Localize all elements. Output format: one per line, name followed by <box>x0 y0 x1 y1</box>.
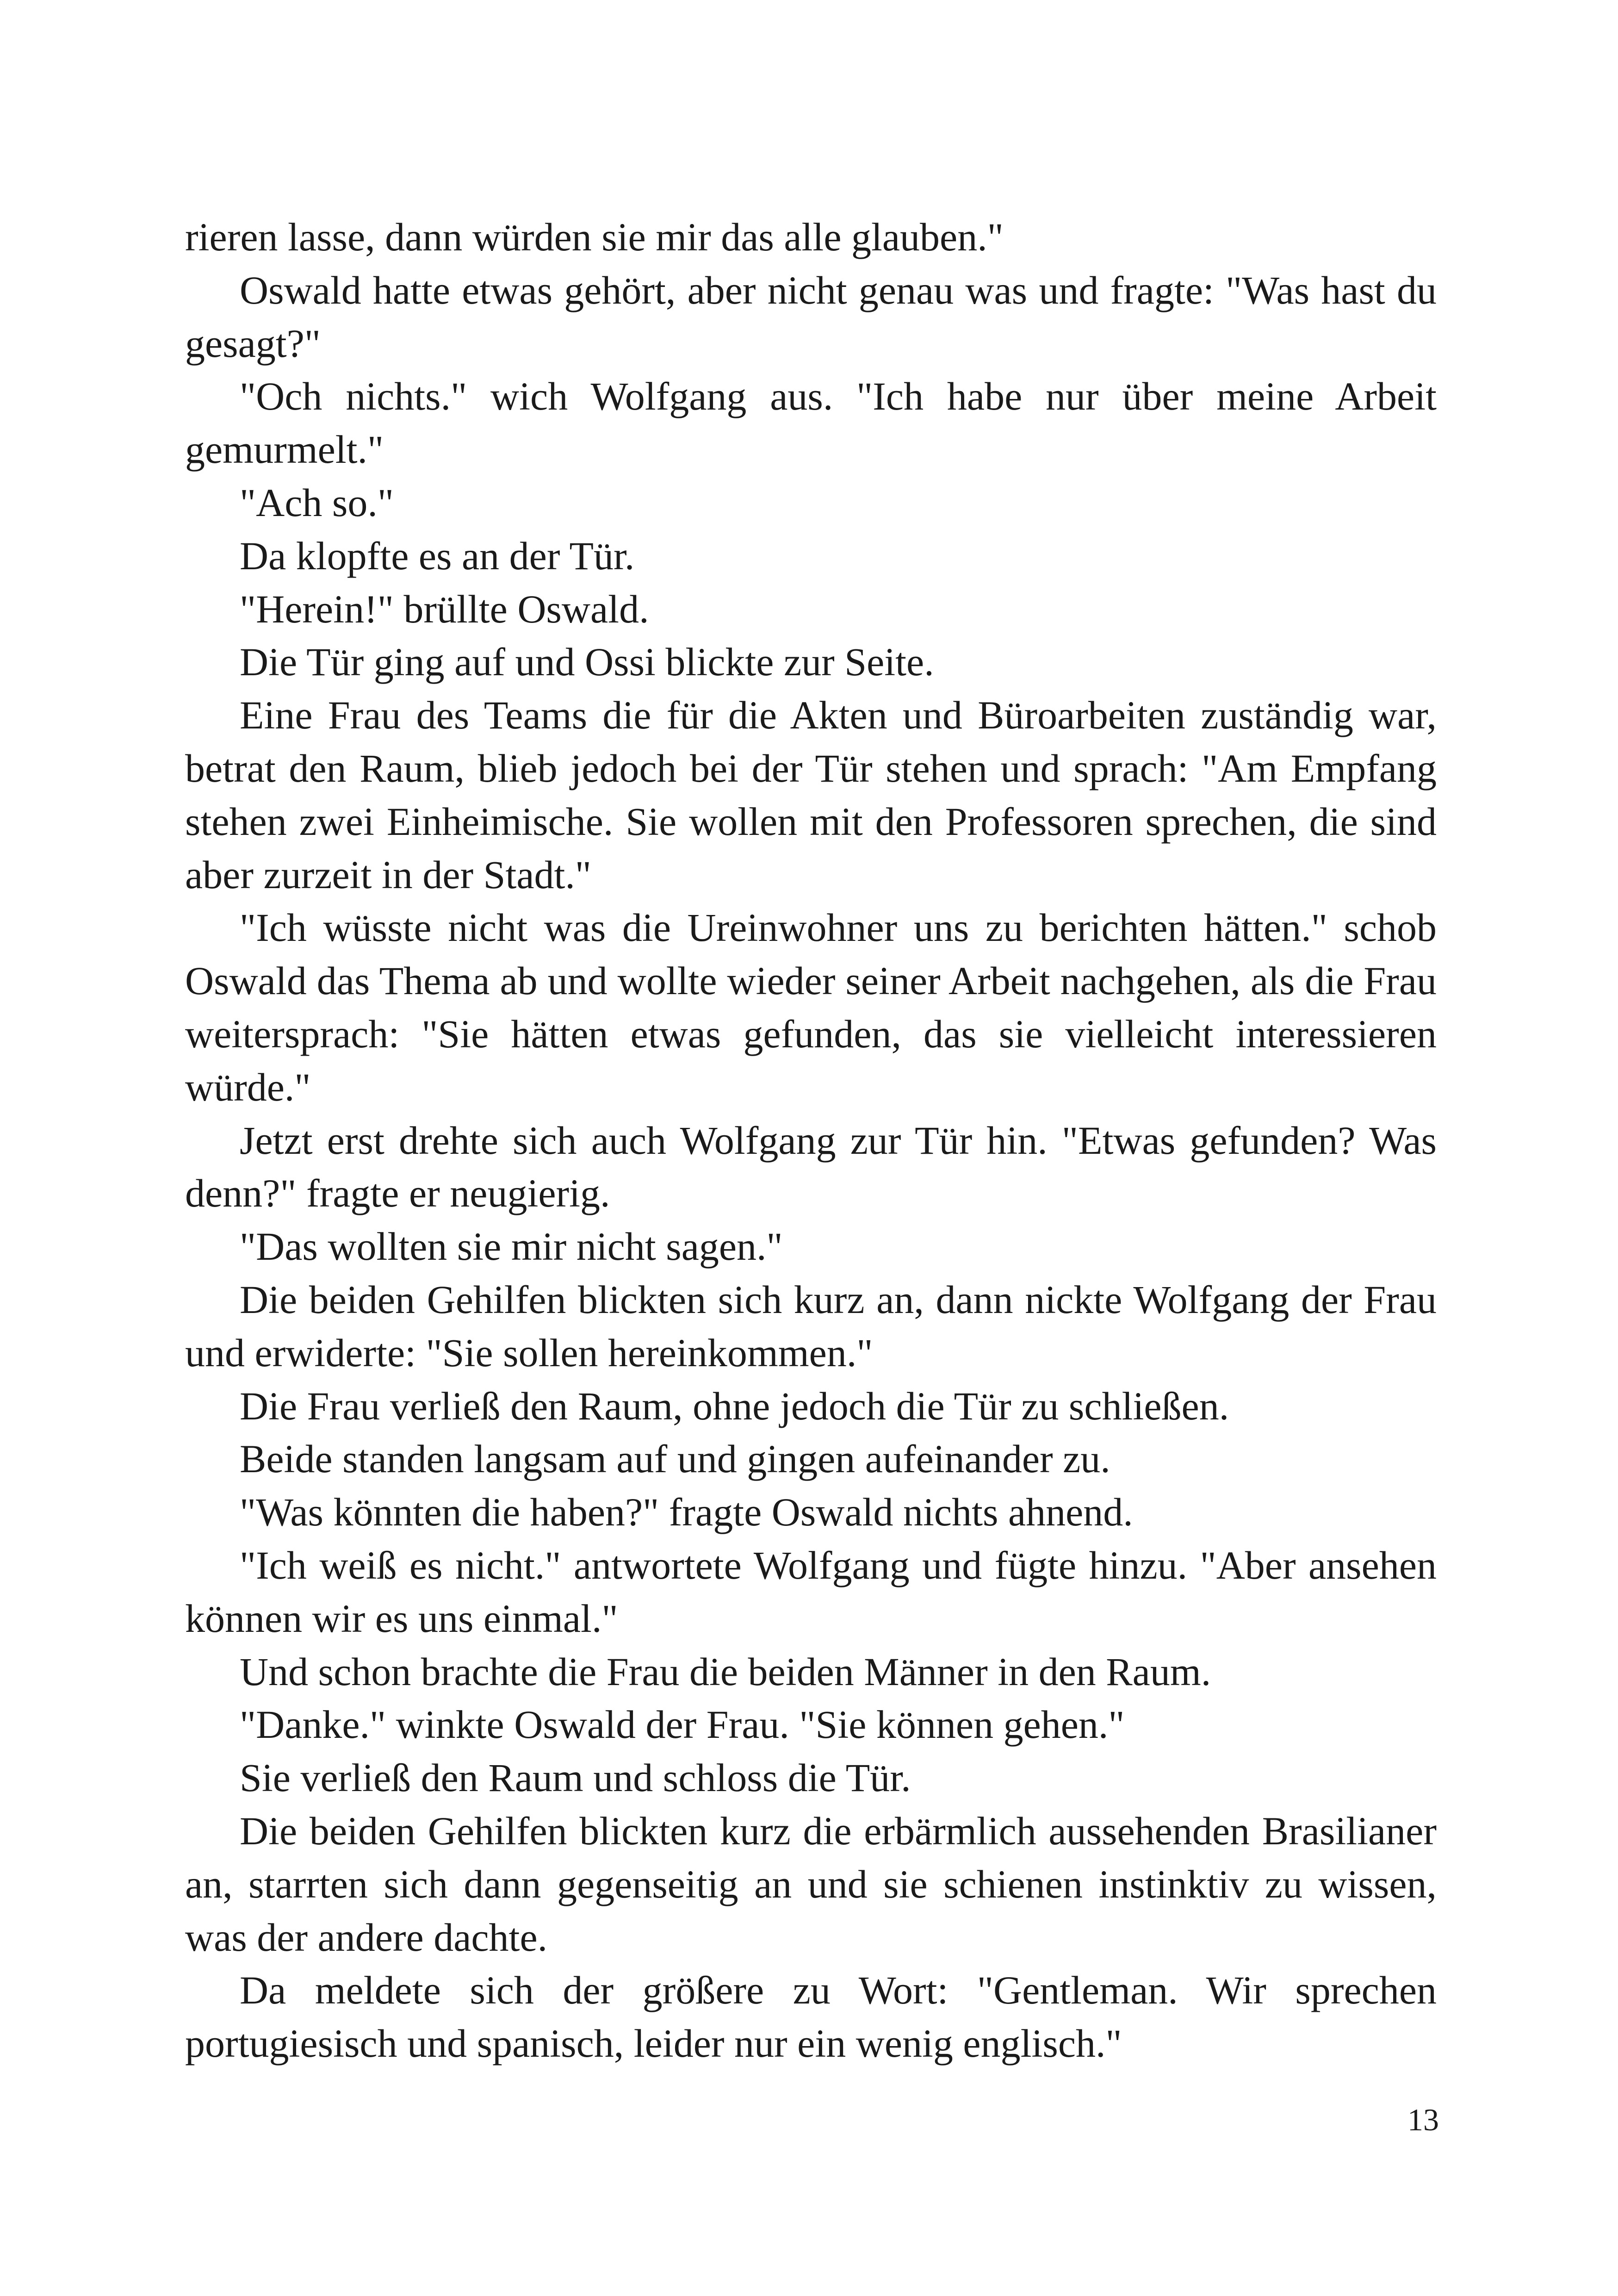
paragraph: "Danke." winkte Oswald der Frau. "Sie können gehen." <box>240 1702 1125 1747</box>
paragraph: Die beiden Gehilfen blickten kurz die erbärmlich aussehenden Brasilianer an, starrten sich dann gegenseitig an und sie schienen instinktiv zu wissen, was der andere dachte. <box>185 1808 1437 1960</box>
paragraph: Sie verließ den Raum und schloss die Tür. <box>240 1755 911 1800</box>
page-number: 13 <box>1407 2102 1439 2137</box>
paragraph: Und schon brachte die Frau die beiden Männer in den Raum. <box>240 1649 1211 1694</box>
paragraph: Da klopfte es an der Tür. <box>240 533 635 578</box>
paragraph: Die beiden Gehilfen blickten sich kurz an, dann nickte Wolfgang der Frau und erwiderte: "Sie sollen hereinkommen." <box>185 1277 1437 1375</box>
paragraph: "Das wollten sie mir nicht sagen." <box>240 1224 783 1269</box>
paragraph: rieren lasse, dann würden sie mir das alle glauben." <box>185 215 1004 259</box>
paragraph: Die Tür ging auf und Ossi blickte zur Seite. <box>240 640 934 684</box>
body-text <box>185 211 1437 2070</box>
paragraph: "Ich wüsste nicht was die Ureinwohner uns zu berichten hätten." schob Oswald das Thema ab und wollte wieder seiner Arbeit nachgehen, als die Frau weitersprach: "Sie hätten etwas gefunden, das sie vielleicht interessieren würde." <box>185 905 1437 1109</box>
paragraph: "Och nichts." wich Wolfgang aus. "Ich habe nur über meine Arbeit gemurmelt." <box>185 374 1437 472</box>
paragraph: Jetzt erst drehte sich auch Wolfgang zur Tür hin. "Etwas gefunden? Was denn?" fragte er neugierig. <box>185 1118 1437 1216</box>
paragraph: Oswald hatte etwas gehört, aber nicht genau was und fragte: "Was hast du gesagt?" <box>185 268 1437 366</box>
paragraph: Die Frau verließ den Raum, ohne jedoch die Tür zu schließen. <box>240 1383 1229 1428</box>
paragraph: "Was könnten die haben?" fragte Oswald nichts ahnend. <box>240 1490 1133 1535</box>
paragraph: Da meldete sich der größere zu Wort: "Gentleman. Wir sprechen portugiesisch und spanisch, leider nur ein wenig englisch." <box>185 1968 1437 2066</box>
paragraph: "Ach so." <box>240 480 394 525</box>
paragraph: "Herein!" brüllte Oswald. <box>240 586 649 631</box>
paragraph: "Ich weiß es nicht." antwortete Wolfgang und fügte hinzu. "Aber ansehen können wir es uns einmal." <box>185 1543 1437 1641</box>
paragraph: Beide standen langsam auf und gingen aufeinander zu. <box>240 1437 1110 1481</box>
paragraph: Eine Frau des Teams die für die Akten und Büroarbeiten zuständig war, betrat den Raum, blieb jedoch bei der Tür stehen und sprach: "Am Empfang stehen zwei Einheimische. Sie wollen mit den Professoren sprechen, die sind aber zurzeit in der Stadt." <box>185 693 1437 897</box>
